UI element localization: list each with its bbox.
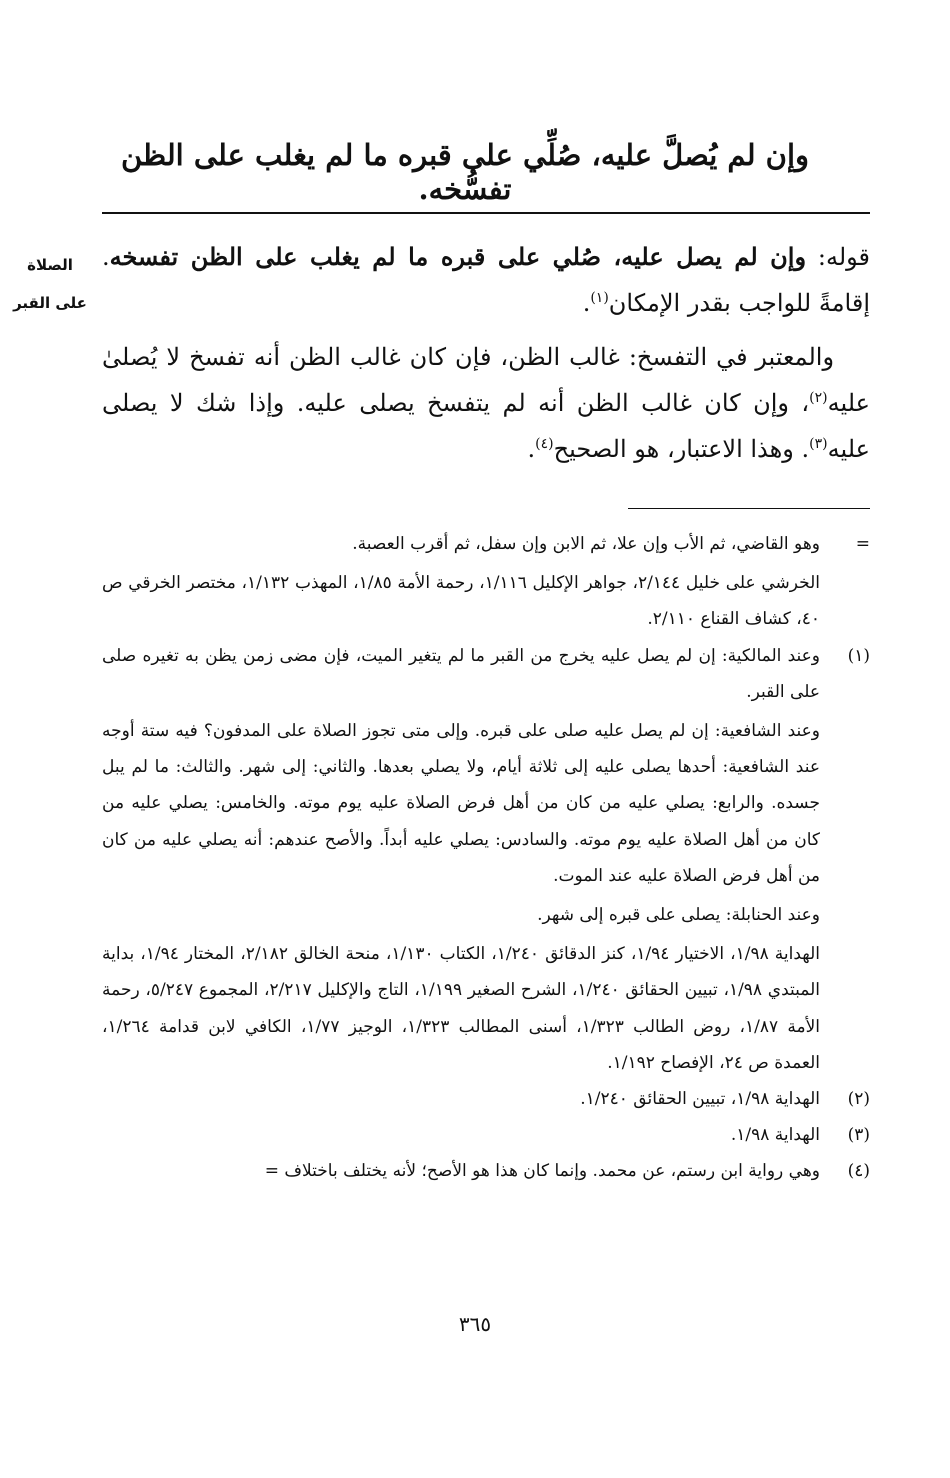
- footnote-continuation: [102, 526, 870, 638]
- footnotes: [102, 526, 870, 1190]
- commentary-text: ، وإن كان غالب الظن أنه لم يتفسخ يصلى عليه. وإذا شك لا يصلى عليه: [102, 389, 870, 463]
- footnote-number: (٤): [847, 1161, 870, 1182]
- margin-heading: [8, 246, 92, 322]
- footnote-number: (٢): [847, 1089, 870, 1110]
- footnote-1: [102, 638, 870, 1081]
- continuation-marker: =: [855, 534, 870, 554]
- commentary-text: .: [527, 435, 536, 463]
- commentary: [102, 234, 870, 480]
- footnote-paragraph: وهي رواية ابن رستم، عن محمد. وإنما كان هذا هو الأصح؛ لأنه يختلف باختلاف =: [264, 1161, 820, 1182]
- commentary-text: والمعتبر في التفسخ: غالب الظن، فإن كان غالب الظن أنه تفسخ لا يُصلىٰ عليه: [102, 343, 870, 417]
- footnote-paragraph: الهداية ١/٩٨، تبيين الحقائق ١/٢٤٠.: [580, 1089, 820, 1110]
- commentary-text: . وهذا الاعتبار، هو الصحيح: [553, 435, 810, 463]
- footnote-ref-1: (١): [590, 290, 609, 306]
- matn-text: وإن لم يُصلَّ عليه، صُلِّي على قبره ما لم يغلب على الظن تفسُّخه.: [120, 138, 810, 206]
- commentary-text: .: [582, 289, 591, 317]
- commentary-paragraph-2: [102, 334, 870, 472]
- footnote-paragraph: الهداية ١/٩٨، الاختيار ١/٩٤، كنز الدقائق ١/٢٤٠، الكتاب ١/١٣٠، منحة الخالق ٢/١٨٢، المختار ١/٩٤، بداية المبتدي ١/٩٨، تبيين الحقائق ١/٢٤٠، الشرح الصغير ١/١٩٩، التاج والإكليل ٢/٢١٧، المجموع ٥/٢٤٧، رحمة الأمة ١/٨٧، روض الطالب ١/٣٢٣، أسنى المطالب ١/٣٢٣، الوجيز ١/٧٧، الكافي لابن قدامة ١/٢٦٤، العمدة ص ٢٤، الإفصاح ١/١٩٢.: [102, 944, 821, 1073]
- footnote-ref-4: (٤): [535, 436, 554, 452]
- footnote-paragraph: وعند الحنابلة: يصلى على قبره إلى شهر.: [537, 905, 820, 926]
- footnote-paragraph: وعند المالكية: إن لم يصل عليه يخرج من القبر ما لم يتغير الميت، فإن مضى زمن يظن به تغيره صلى على القبر.: [102, 645, 820, 702]
- footnote-2: [102, 1081, 870, 1117]
- footnote-ref-2: (٢): [809, 390, 828, 406]
- commentary-quote: وإن لم يصل عليه، صُلي على قبره ما لم يغلب على الظن تفسخه: [109, 242, 807, 271]
- footnote-4: [102, 1153, 870, 1189]
- footnote-number: (١): [847, 645, 870, 666]
- footnote-number: (٣): [847, 1125, 870, 1146]
- commentary-text: . إقامةً للواجب بقدر الإمكان: [102, 243, 870, 317]
- footnote-ref-3: (٣): [809, 436, 828, 452]
- page-number: ٣٦٥: [458, 1312, 492, 1336]
- commentary-lead: قوله:: [806, 243, 870, 271]
- margin-heading-line1: الصلاة: [27, 256, 73, 274]
- footnotes-divider: [628, 508, 870, 509]
- footnote-paragraph: وهو القاضي، ثم الأب وإن علا، ثم الابن وإن سفل، ثم أقرب العصبة.: [352, 534, 820, 554]
- commentary-paragraph-1: [102, 234, 870, 326]
- margin-heading-line2: على القبر: [13, 294, 87, 312]
- footnote-paragraph: وعند الشافعية: إن لم يصل عليه صلى على قبره. وإلى متى تجوز الصلاة على المدفون؟ فيه ستة أوجه عند الشافعية: أحدها يصلى عليه إلى ثلاثة أيام، ولا يصلي بعدها. والثاني: إلى شهر. والثالث: ما لم يبل جسده. والرابع: يصلي عليه من كان من أهل فرض الصلاة عليه يوم موته. والخامس: يصلي عليه من كان من أهل الصلاة عليه يوم موته. والسادس: يصلي عليه أبداً. والأصح عندهم: أنه يصلي عليه من كان من أهل فرض الصلاة عليه عند الموت.: [102, 721, 820, 886]
- matn-divider: [102, 212, 870, 214]
- footnote-paragraph: الهداية ١/٩٨.: [730, 1125, 820, 1146]
- footnote-paragraph: الخرشي على خليل ٢/١٤٤، جواهر الإكليل ١/١١٦، رحمة الأمة ١/٨٥، المهذب ١/١٣٢، مختصر الخرقي ص ٤٠، كشاف القناع ٢/١١٠.: [102, 573, 821, 630]
- footnote-3: [102, 1117, 870, 1153]
